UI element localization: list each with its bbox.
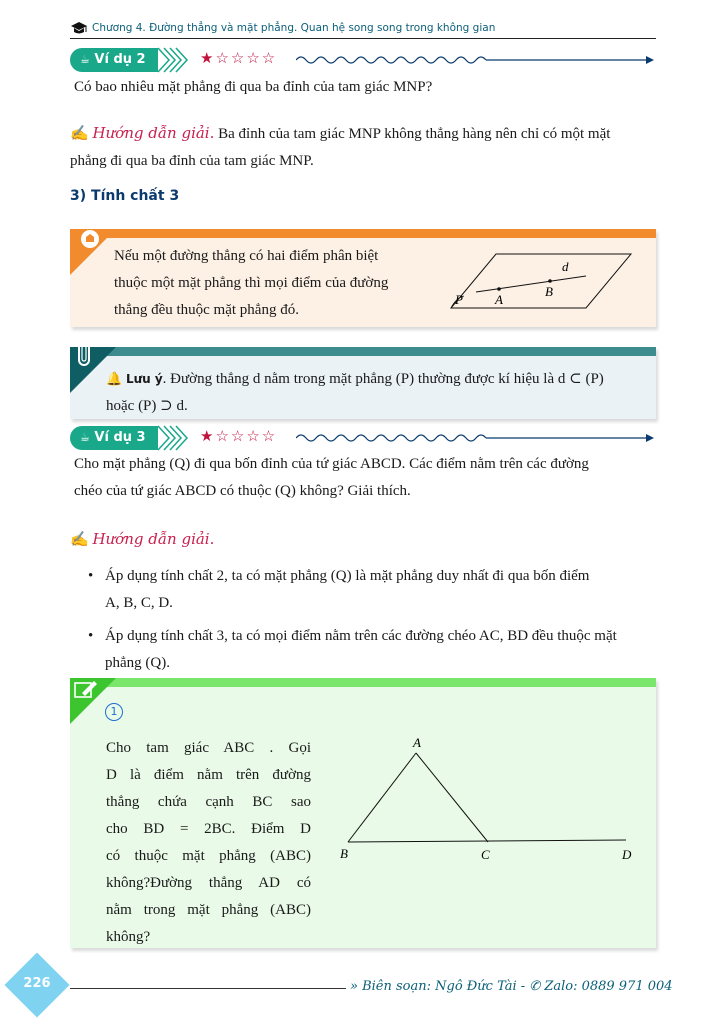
chevron-decoration-icon [156, 47, 196, 73]
bullet-2-line-2: phẳng (Q). [105, 655, 170, 671]
property-line-1: Nếu một đường thẳng có hai điểm phân biệt [114, 248, 379, 264]
bullet-2-line-1: Áp dụng tính chất 3, ta có mọi điểm nằm trên các đường chéo AC, BD đều thuộc mặt [105, 628, 617, 644]
question-line-2: chéo của tứ giác ABCD có thuộc (Q) không? Giải thích. [74, 483, 411, 499]
star-empty-icon: ☆☆☆☆ [215, 49, 278, 67]
wave-arrow-decoration [296, 429, 656, 447]
wave-arrow-decoration [296, 51, 656, 69]
exercise-line: không?Đường thẳng AD có [106, 875, 311, 891]
example-3-header [70, 425, 656, 451]
difficulty-stars [200, 49, 277, 67]
coffee-icon: ☕ [80, 431, 90, 444]
answer-line-2: phẳng đi qua ba đỉnh của tam giác MNP. [70, 153, 314, 169]
difficulty-stars [200, 427, 277, 445]
chapter-title: Chương 4. Đường thẳng và mặt phẳng. Quan hệ song song trong không gian [92, 22, 496, 34]
vertex-b-label: B [340, 846, 348, 861]
plane-figure [446, 246, 636, 316]
vertex-c-label: C [481, 847, 490, 862]
star-empty-icon: ☆☆☆☆ [215, 427, 278, 445]
bullet-1-line-1: Áp dụng tính chất 2, ta có mặt phẳng (Q) là mặt phẳng duy nhất đi qua bốn điểm [105, 568, 590, 584]
note-box [70, 347, 656, 419]
exercise-line: nằm trong mặt phẳng (ABC) [106, 902, 311, 918]
exercise-line: D là điểm nằm trên đường [106, 767, 311, 783]
exercise-box [70, 678, 656, 948]
chevron-decoration-icon [156, 425, 196, 451]
bell-icon: 🔔 [106, 371, 123, 386]
example-2-question: Có bao nhiêu mặt phẳng đi qua ba đỉnh của tam giác MNP? [74, 79, 433, 95]
exercise-line: cho BD = 2BC. Điểm D [106, 821, 311, 837]
guide-label: Hướng dẫn giải. [92, 530, 215, 548]
star-filled-icon: ★ [200, 427, 216, 445]
property-line-3: thẳng đều thuộc mặt phẳng đó. [114, 302, 299, 318]
bullet-icon: • [88, 628, 94, 644]
property-line-2: thuộc một mặt phẳng thì mọi điểm của đường [114, 275, 389, 291]
line-label: d [562, 259, 569, 274]
example-3-guide-heading [70, 526, 214, 554]
note-line-1: . Đường thẳng d nằm trong mặt phẳng (P) thường được kí hiệu là d ⊂ (P) [162, 371, 604, 387]
question-line-1: Cho mặt phẳng (Q) đi qua bốn đỉnh của tứ giác ABCD. Các điểm nằm trên các đường [74, 456, 589, 472]
exercise-line: có thuộc mặt phẳng (ABC) [106, 848, 311, 864]
point-d-label: D [622, 847, 632, 862]
note-line-2: hoặc (P) ⊃ d. [106, 398, 188, 414]
bullet-item-1 [88, 563, 656, 617]
vertex-a-label: A [413, 735, 421, 750]
point-b-label: B [545, 284, 553, 299]
exercise-line: thẳng chứa cạnh BC sao [106, 794, 311, 810]
coffee-icon: ☕ [80, 53, 90, 66]
exercise-number: 1 [105, 703, 123, 721]
guide-label: Hướng dẫn giải. [92, 124, 215, 142]
star-filled-icon: ★ [200, 49, 216, 67]
point-a-label: A [495, 292, 503, 307]
example-2-header [70, 47, 656, 73]
footer-rule [70, 988, 346, 989]
graduation-cap-icon [70, 20, 88, 39]
plane-label: P [455, 292, 463, 307]
section-heading: 3) Tính chất 3 [70, 188, 180, 204]
page-number: 226 [23, 976, 51, 991]
example-2-solution [70, 120, 656, 175]
example-3-pill [70, 426, 158, 450]
running-header [70, 20, 656, 39]
property-3-box [70, 229, 656, 327]
example-3-label: Ví dụ 3 [94, 430, 146, 445]
example-2-label: Ví dụ 2 [94, 52, 146, 67]
bullet-1-line-2: A, B, C, D. [105, 595, 173, 611]
answer-line-1: Ba đỉnh của tam giác MNP không thẳng hàng nên chỉ có một mặt [218, 126, 611, 142]
exercise-text [106, 735, 311, 951]
triangle-figure [338, 727, 638, 867]
bullet-item-2 [88, 623, 656, 677]
exercise-line: Cho tam giác ABC . Gọi [106, 740, 311, 756]
pencil-hand-icon: ✍ [70, 126, 89, 142]
exercise-line: không? [106, 929, 151, 945]
example-3-question [74, 451, 656, 505]
footer-credit: » Biên soạn: Ngô Đức Tài - ✆ Zalo: 0889 971 004 [350, 979, 673, 994]
note-label: Lưu ý [125, 372, 163, 386]
example-2-pill [70, 48, 158, 72]
pencil-hand-icon: ✍ [70, 532, 89, 548]
bullet-icon: • [88, 568, 94, 584]
lightbulb-head-icon [70, 229, 116, 275]
